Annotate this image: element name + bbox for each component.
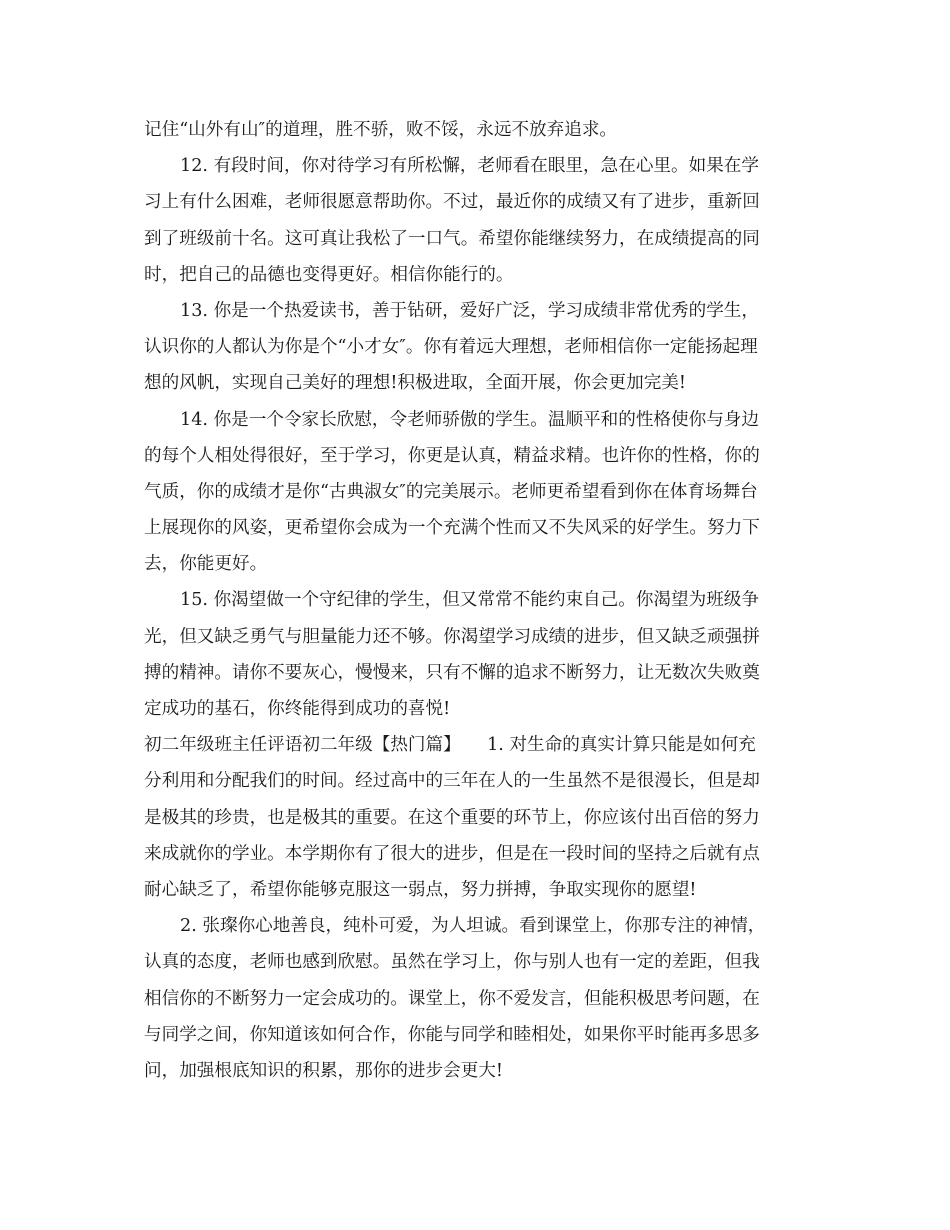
text-line: 与同学之间，你知道该如何合作，你能与同学和睦相处，如果你平时能再多思多 — [144, 1024, 760, 1045]
text-line: 问，加强根底知识的积累，那你的进步会更大! — [144, 1060, 503, 1081]
text-line: 的每个人相处得很好，至于学习，你更是认真，精益求精。也许你的性格，你的 — [144, 445, 760, 466]
section-hot-paragraph-2 — [144, 908, 810, 1089]
text-line: 是极其的珍贵，也是极其的重要。在这个重要的环节上，你应该付出百倍的努力 — [144, 807, 760, 828]
text-line: 气质，你的成绩才是你“古典淑女″的完美展示。老师更希望看到你在体育场舞台 — [144, 481, 758, 502]
text-line: 13. 你是一个热爱读书，善于钻研，爱好广泛，学习成绩非常优秀的学生， — [180, 300, 759, 321]
text-line: 认真的态度，老师也感到欣慰。虽然在学习上，你与别人也有一定的差距，但我 — [144, 952, 760, 973]
text-line: 去，你能更好。 — [144, 554, 268, 575]
text-line: 记住“山外有山″的道理，胜不骄，败不馁，永远不放弃追求。 — [144, 120, 618, 140]
document-body — [144, 112, 810, 1089]
text-line: 定成功的基石，你终能得到成功的喜悦! — [144, 699, 451, 719]
text-line: 认识你的人都认为你是个“小才女″。你有着远大理想，老师相信你一定能扬起理 — [144, 337, 758, 358]
text-line: 时，把自己的品德也变得更好。相信你能行的。 — [144, 264, 514, 285]
text-line: 相信你的不断努力一定会成功的。课堂上，你不爱发言，但能积极思考问题，在 — [144, 988, 760, 1009]
text-line: 来成就你的学业。本学期你有了很大的进步，但是在一段时间的坚持之后就有点 — [144, 843, 760, 864]
text-line: 分利用和分配我们的时间。经过高中的三年在人的一生虽然不是很漫长，但是却 — [144, 771, 760, 792]
paragraph-11-tail — [144, 112, 810, 148]
text-line: 耐心缺乏了，希望你能够克服这一弱点，努力拼搏，争取实现你的愿望! — [144, 879, 697, 900]
text-line: 光，但又缺乏勇气与胆量能力还不够。你渴望学习成绩的进步，但又缺乏顽强拼 — [144, 626, 760, 647]
text-line: 到了班级前十名。这可真让我松了一口气。希望你能继续努力，在成绩提高的同 — [144, 228, 760, 249]
paragraph-14 — [144, 402, 810, 583]
text-line: 上展现你的风姿，更希望你会成为一个充满个性而又不失风采的好学生。努力下 — [144, 518, 760, 539]
section-hot-paragraph-1 — [144, 727, 810, 908]
text-line: 14. 你是一个令家长欣慰，令老师骄傲的学生。温顺平和的性格使你与身边 — [180, 409, 759, 430]
text-line: 12. 有段时间，你对待学习有所松懈，老师看在眼里，急在心里。如果在学 — [180, 156, 759, 177]
text-line: 搏的精神。请你不要灰心，慢慢来，只有不懈的追求不断努力，让无数次失败奠 — [144, 662, 760, 683]
section-heading-line: 初二年级班主任评语初二年级【热门篇】 1. 对生命的真实计算只能是如何充 — [144, 735, 756, 756]
text-line: 2. 张璨你心地善良，纯朴可爱，为人坦诚。看到课堂上，你那专注的神情， — [180, 916, 766, 937]
text-line: 习上有什么困难，老师很愿意帮助你。不过，最近你的成绩又有了进步，重新回 — [144, 192, 760, 213]
text-line: 想的风帆，实现自己美好的理想!积极进取，全面开展，你会更加完美! — [144, 373, 686, 394]
paragraph-15 — [144, 582, 810, 727]
paragraph-13 — [144, 293, 810, 402]
text-line: 15. 你渴望做一个守纪律的学生，但又常常不能约束自己。你渴望为班级争 — [180, 590, 759, 611]
paragraph-12 — [144, 148, 810, 293]
